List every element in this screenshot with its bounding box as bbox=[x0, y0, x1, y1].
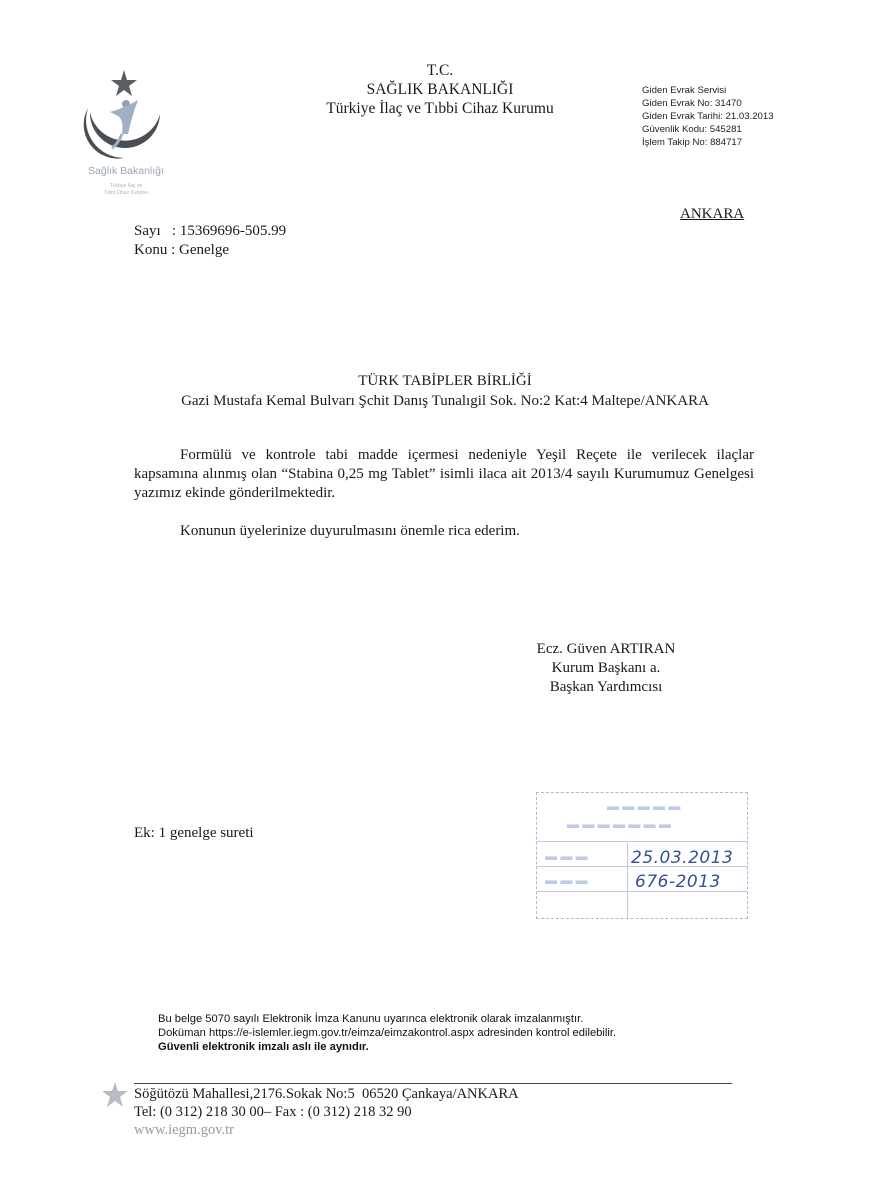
recipient-address: Gazi Mustafa Kemal Bulvarı Şchit Danış Tunalıgil Sok. No:2 Kat:4 Maltepe/ANKARA bbox=[181, 393, 709, 409]
tracking-doc-date: Giden Evrak Tarihi: 21.03.2013 bbox=[642, 111, 774, 122]
logo-subtitle-line1: Türkiye İlaç ve bbox=[109, 183, 143, 189]
logo-title: Sağlık Bakanlığı bbox=[88, 165, 164, 177]
body-paragraph: Konunun üyelerinize duyurulmasını önemle rica ederim. bbox=[180, 523, 520, 539]
footer-phone: Tel: (0 312) 218 30 00– Fax : (0 312) 218 32 90 bbox=[134, 1104, 412, 1120]
tracking-doc-no: Giden Evrak No: 31470 bbox=[642, 98, 742, 109]
letter-body bbox=[134, 446, 754, 541]
tracking-process-no: İşlem Takip No: 884717 bbox=[642, 137, 743, 148]
star-emblem-icon bbox=[98, 1080, 132, 1110]
header-tc: T.C. bbox=[426, 62, 454, 79]
ministry-logo bbox=[68, 62, 180, 212]
esign-line: Güvenli elektronik imzalı aslı ile aynıdır. bbox=[158, 1041, 369, 1053]
footer-divider bbox=[134, 1083, 732, 1084]
document-subject: Konu : Genelge bbox=[134, 242, 229, 258]
recipient bbox=[100, 371, 790, 411]
tracking-service: Giden Evrak Servisi bbox=[642, 85, 727, 96]
e-signature-note bbox=[158, 1012, 616, 1054]
document-tracking-info bbox=[642, 84, 774, 149]
body-paragraph: Formülü ve kontrole tabi madde içermesi nedeniyle Yeşil Reçete ile verilecek ilaçlar kapsamına alınmış olan “Stabina 0,25 mg Tablet” isimli ilaca ait 2013/4 sayılı Kurumumuz Genelgesi yazımız ekinde gönderilmektedir. bbox=[134, 447, 754, 501]
stamp-number: 676-2013 bbox=[635, 872, 721, 892]
received-stamp: ▬ ▬ ▬ ▬ ▬ ▬ ▬ ▬ ▬ ▬ ▬ ▬ ▬ ▬ ▬ ▬ ▬ ▬ 25.03.2013 676-2013 bbox=[536, 792, 748, 919]
footer-address: Söğütözü Mahallesi,2176.Sokak No:5 06520 Çankaya/ANKARA bbox=[134, 1086, 519, 1102]
crescent-star-icon bbox=[68, 62, 180, 162]
logo-subtitle-line2: Tıbbi Cihaz Kurumu bbox=[103, 190, 149, 196]
stamp-date: 25.03.2013 bbox=[631, 848, 734, 868]
attachment-note: Ek: 1 genelge sureti bbox=[134, 825, 254, 841]
letterhead bbox=[290, 61, 590, 118]
esign-verify-link[interactable]: Doküman https://e-islemler.iegm.gov.tr/eimza/eimzakontrol.aspx adresinden kontrol edilebilir. bbox=[158, 1027, 617, 1039]
signature-block bbox=[500, 640, 712, 697]
esign-line: Bu belge 5070 sayılı Elektronik İmza Kanunu uyarınca elektronik olarak imzalanmıştır. bbox=[158, 1013, 584, 1025]
footer-website-link[interactable]: www.iegm.gov.tr bbox=[134, 1122, 235, 1138]
header-agency: Türkiye İlaç ve Tıbbi Cihaz Kurumu bbox=[326, 100, 554, 117]
signatory-name: Ecz. Güven ARTIRAN bbox=[536, 641, 676, 657]
city: ANKARA bbox=[680, 206, 745, 222]
tracking-security-code: Güvenlik Kodu: 545281 bbox=[642, 124, 742, 135]
document-meta bbox=[134, 222, 286, 260]
signatory-title: Kurum Başkanı a. bbox=[551, 660, 661, 676]
footer bbox=[134, 1085, 519, 1139]
recipient-name: TÜRK TABİPLER BİRLİĞİ bbox=[358, 373, 532, 389]
header-ministry: SAĞLIK BAKANLIĞI bbox=[366, 81, 514, 98]
signatory-title: Başkan Yardımcısı bbox=[549, 679, 663, 695]
document-number: Sayı : 15369696-505.99 bbox=[134, 223, 287, 239]
